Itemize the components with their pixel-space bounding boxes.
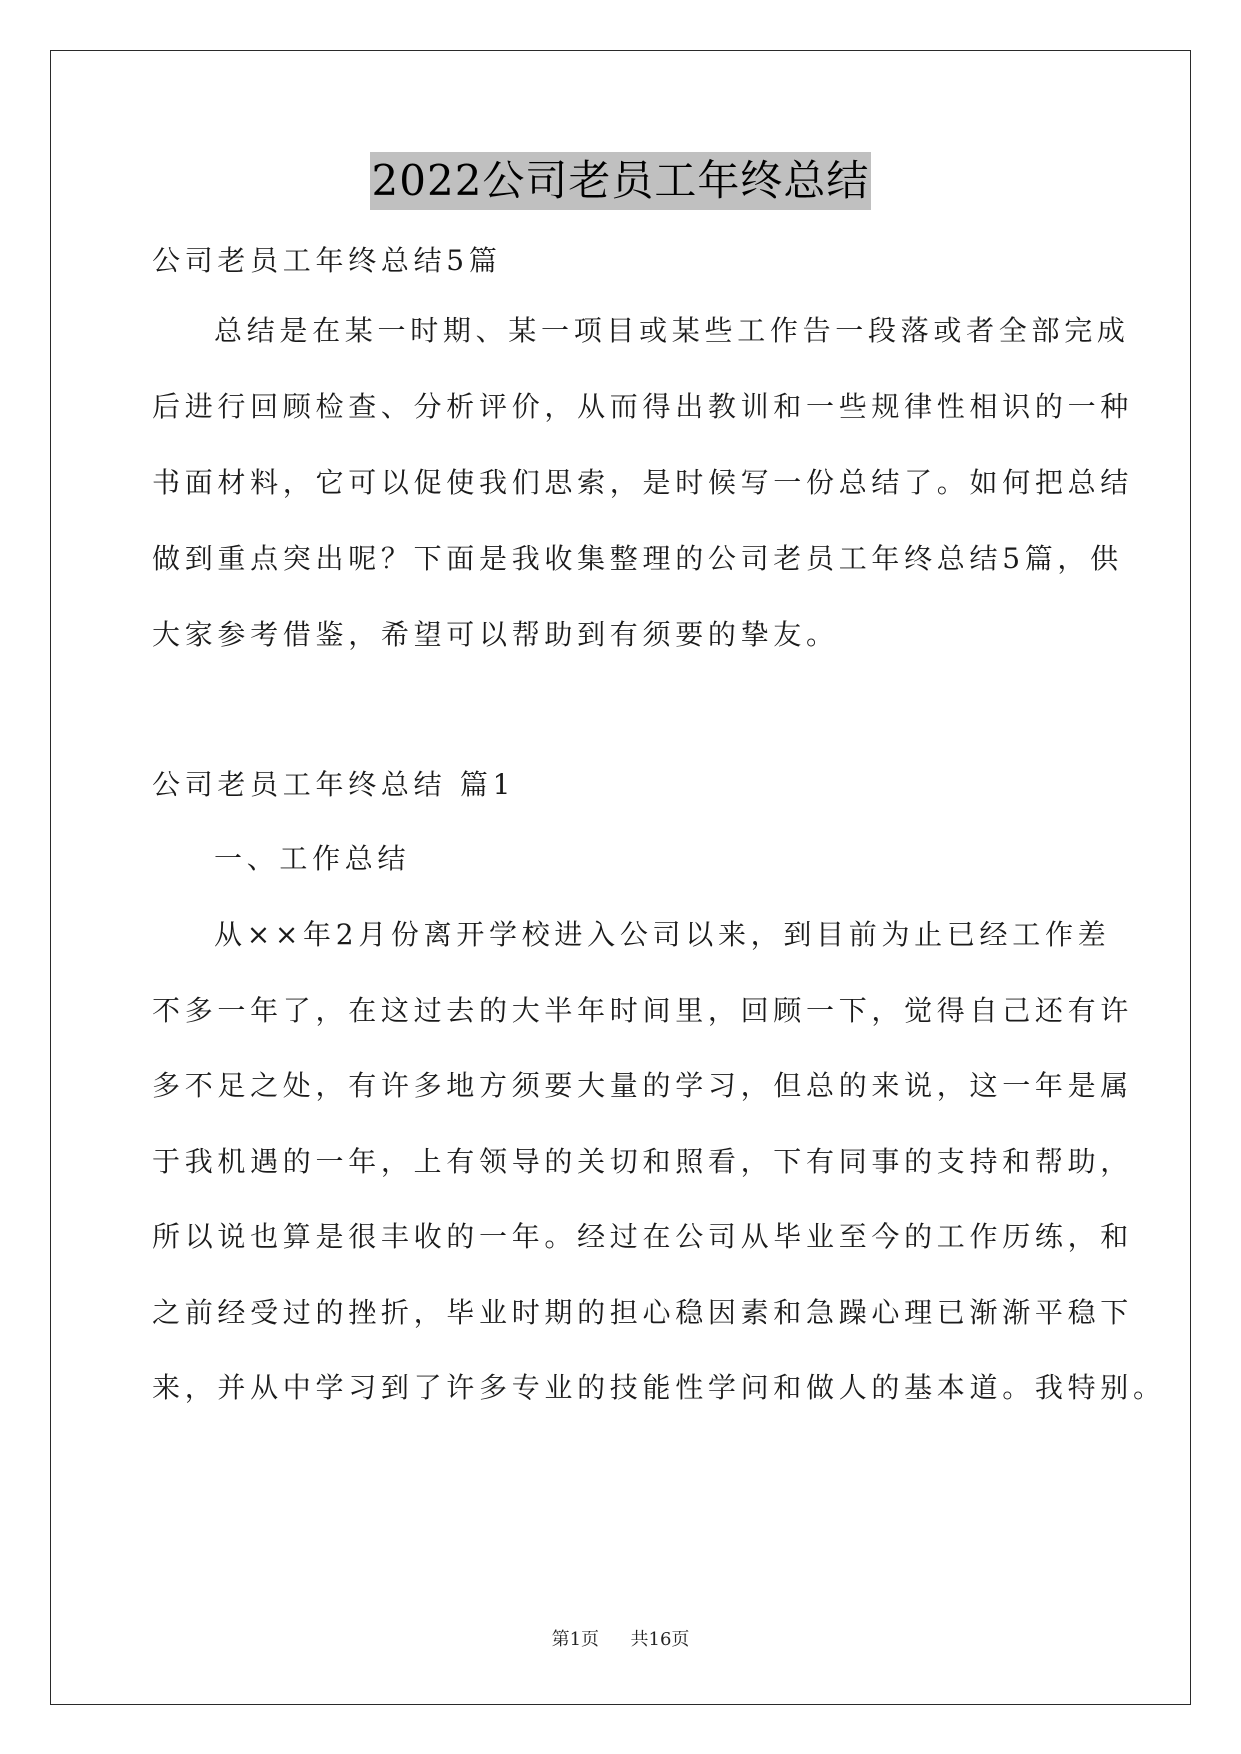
intro-line-3: 书面材料，它可以促使我们思索，是时候写一份总结了。如何把总结 [152,466,1134,499]
intro-line-1: 总结是在某一时期、某一项目或某些工作告一段落或者全部完成 [214,314,1130,347]
body-line-1: 从××年2月份离开学校进入公司以来，到目前为止已经工作差 [214,918,1111,951]
body-line-3: 多不足之处，有许多地方须要大量的学习，但总的来说，这一年是属 [152,1069,1134,1102]
page-footer [0,1628,1241,1652]
sub-heading: 一、工作总结 [214,842,411,875]
document-subtitle: 公司老员工年终总结5篇 [152,244,502,277]
page-total: 共16页 [630,1629,690,1650]
section-heading: 公司老员工年终总结 篇1 [152,768,516,801]
title-container [0,152,1241,210]
intro-line-4: 做到重点突出呢？下面是我收集整理的公司老员工年终总结5篇，供 [152,542,1123,575]
intro-line-2: 后进行回顾检查、分析评价，从而得出教训和一些规律性相识的一种 [152,390,1134,423]
body-line-6: 之前经受过的挫折，毕业时期的担心稳因素和急躁心理已渐渐平稳下 [152,1296,1134,1329]
body-line-5: 所以说也算是很丰收的一年。经过在公司从毕业至今的工作历练，和 [152,1220,1134,1253]
body-line-2: 不多一年了，在这过去的大半年时间里，回顾一下，觉得自己还有许 [152,994,1134,1027]
page-number: 第1页 [551,1629,600,1650]
body-line-4: 于我机遇的一年，上有领导的关切和照看，下有同事的支持和帮助， [152,1145,1134,1178]
document-title: 2022公司老员工年终总结 [370,152,872,210]
body-line-7: 来，并从中学习到了许多专业的技能性学问和做人的基本道。我特别。 [152,1371,1166,1404]
intro-line-5: 大家参考借鉴，希望可以帮助到有须要的挚友。 [152,618,839,651]
